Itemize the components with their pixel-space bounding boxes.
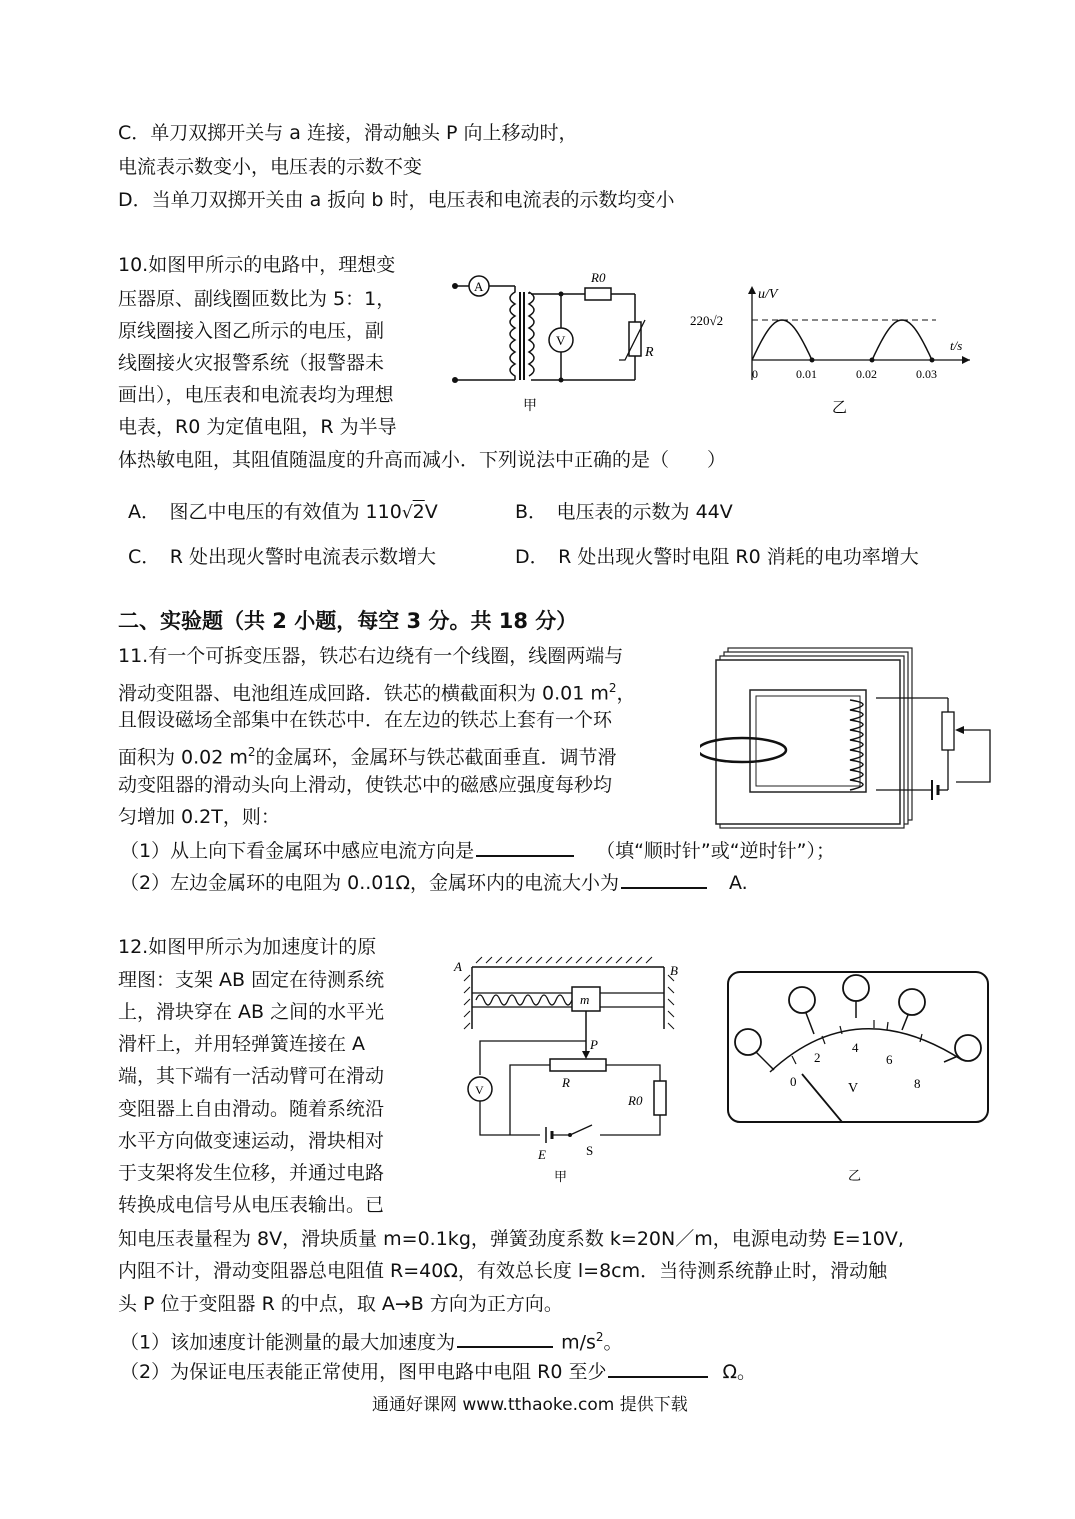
label-b: B bbox=[670, 963, 678, 978]
fig-jia-caption: 甲 bbox=[523, 399, 537, 414]
q12-line: 内阻不计，滑动变阻器总电阻值 R=40Ω，有效总长度 l=8cm．当待测系统静止时，滑动触 bbox=[118, 1260, 888, 1282]
q12-line: 水平方向做变速运动，滑块相对 bbox=[118, 1130, 385, 1152]
q10-waveform-chart bbox=[686, 280, 976, 420]
q11-part1: （1）从上向下看金属环中感应电流方向是 （填“顺时针”或“逆时针”）； bbox=[120, 835, 835, 866]
q11-part2: （2）左边金属环的电阻为 0..01Ω，金属环内的电流大小为 A. bbox=[120, 867, 748, 898]
q11-transformer-figure bbox=[700, 640, 1000, 830]
fig-jia-caption: 甲 bbox=[554, 1169, 568, 1184]
x-axis-label: t/s bbox=[950, 338, 963, 353]
switch-icon bbox=[570, 1125, 592, 1135]
x-tick-label: 0.01 bbox=[796, 367, 817, 381]
r-label: R bbox=[645, 345, 654, 360]
voltmeter-label: V bbox=[556, 333, 566, 348]
label-m: m bbox=[580, 992, 590, 1007]
dial-tick-label: 0 bbox=[790, 1074, 797, 1089]
q10-circuit-figure bbox=[445, 262, 665, 417]
peak-label: 220√2 bbox=[690, 313, 724, 328]
rheostat-r-icon bbox=[550, 1059, 606, 1071]
q11-answer-blank-2[interactable] bbox=[621, 867, 707, 889]
q12-line: 上，滑块穿在 AB 之间的水平光 bbox=[118, 1001, 385, 1023]
q10-option-c: C． R 处出现火警时电流表示数增大 bbox=[128, 546, 437, 568]
label-r: R bbox=[562, 1075, 570, 1090]
zero-crossing-point bbox=[930, 358, 935, 363]
label-r0: R0 bbox=[628, 1093, 643, 1108]
q12-part2: （2）为保证电压表能正常使用，图甲电路中电阻 R0 至少 Ω。 bbox=[120, 1356, 756, 1387]
q12-accelerometer-figure bbox=[450, 955, 680, 1185]
q11-line: 动变阻器的滑动头向上滑动，使铁芯中的磁感应强度每秒均 bbox=[118, 774, 613, 796]
resistor-r0-icon bbox=[654, 1081, 666, 1115]
dial-tick-label: 8 bbox=[914, 1076, 921, 1091]
spring-icon bbox=[476, 995, 572, 1005]
q10-option-a-radicand: 2 bbox=[412, 501, 425, 523]
q10-line: 10.如图甲所示的电路中，理想变 bbox=[118, 254, 396, 276]
rheostat-icon bbox=[942, 712, 954, 750]
page-footer: 通通好课网 www.tthaoke.com 提供下载 bbox=[372, 1395, 688, 1415]
q11-line: 面积为 0.02 $m^2$的金属环，金属环与铁芯截面垂直．调节滑 bbox=[118, 745, 617, 769]
label-e: E bbox=[538, 1147, 546, 1162]
q12-line: 12.如图甲所示为加速度计的原 bbox=[118, 936, 377, 958]
label-v: V bbox=[475, 1083, 484, 1097]
q11-line: 滑动变阻器、电池组连成回路．铁芯的横截面积为 0.01 $m^2$， bbox=[118, 681, 636, 705]
ammeter-label: A bbox=[474, 279, 484, 294]
y-axis-label: u/V bbox=[758, 287, 778, 302]
label-s: S bbox=[586, 1143, 594, 1158]
q10-option-a-unit: V bbox=[424, 501, 438, 523]
dial-tick-label: 4 bbox=[852, 1040, 859, 1055]
q9-option-c-line1: C．单刀双掷开关与 a 连接，滑动触头 P 向上移动时， bbox=[118, 122, 578, 144]
q12-part1: （1）该加速度计能测量的最大加速度为 $m/s^2$。 bbox=[120, 1322, 623, 1357]
q10-line: 压器原、副线圈匝数比为 5：1， bbox=[118, 288, 396, 310]
secondary-coil-icon bbox=[529, 292, 534, 376]
zero-crossing-point bbox=[810, 358, 815, 363]
label-p: P bbox=[590, 1037, 598, 1052]
q11-line: 11.有一个可拆变压器，铁芯右边绕有一个线圈，线圈两端与 bbox=[118, 645, 624, 667]
x-tick-label: 0.03 bbox=[916, 367, 937, 381]
q12-answer-blank-2[interactable] bbox=[608, 1356, 708, 1378]
q11-line: 且假设磁场全部集中在铁芯中．在左边的铁芯上套有一个环 bbox=[118, 709, 613, 731]
dial-tick-label: 2 bbox=[814, 1050, 821, 1065]
q12-line: 知电压表量程为 8V，滑块质量 m=0.1kg，弹簧劲度系数 k=20N／m，电源电动势 E=10V, bbox=[118, 1228, 904, 1250]
q11-answer-blank-1[interactable] bbox=[476, 835, 574, 857]
voltage-curve bbox=[752, 320, 932, 360]
primary-coil-icon bbox=[510, 286, 515, 380]
q10-option-a-text: A． 图乙中电压的有效值为 110 bbox=[128, 501, 402, 523]
q12-voltmeter-dial-figure bbox=[722, 962, 994, 1192]
x-tick-label: 0 bbox=[752, 367, 758, 381]
q10-line: 原线圈接入图乙所示的电压，副 bbox=[118, 320, 385, 342]
q12-line: 滑杆上，并用轻弹簧连接在 A bbox=[118, 1033, 366, 1055]
r0-label: R0 bbox=[591, 270, 606, 285]
q11-line: 匀增加 0.2T，则： bbox=[118, 806, 280, 828]
fig-yi-caption: 乙 bbox=[832, 400, 848, 416]
fig-yi-caption: 乙 bbox=[848, 1168, 862, 1183]
dial-tick-label: 6 bbox=[886, 1052, 893, 1067]
zero-crossing-point bbox=[870, 358, 875, 363]
q10-option-b: B． 电压表的示数为 44V bbox=[515, 501, 733, 523]
label-a: A bbox=[454, 959, 462, 974]
q10-line: 画出），电压表和电流表均为理想 bbox=[118, 384, 394, 406]
q10-line: 线圈接火灾报警系统（报警器未 bbox=[118, 352, 385, 374]
q12-line: 理图：支架 AB 固定在待测系统 bbox=[118, 969, 385, 991]
q10-line: 电表，R0 为定值电阻，R 为半导 bbox=[118, 416, 397, 438]
q12-answer-blank-1[interactable] bbox=[457, 1326, 553, 1348]
q9-option-d: D．当单刀双掷开关由 a 扳向 b 时，电压表和电流表的示数均变小 bbox=[118, 189, 675, 211]
section-2-heading: 二、实验题（共 2 小题，每空 3 分。共 18 分） bbox=[118, 609, 578, 633]
q12-line: 于支架将发生位移，并通过电路 bbox=[118, 1162, 385, 1184]
q12-line: 变阻器上自由滑动。随着系统沿 bbox=[118, 1098, 385, 1120]
resistor-r0-icon bbox=[585, 288, 611, 300]
q12-line: 转换成电信号从电压表输出。已 bbox=[118, 1194, 385, 1216]
x-tick-label: 0.02 bbox=[856, 367, 877, 381]
dial-unit-label: V bbox=[848, 1081, 859, 1096]
q10-option-d: D． R 处出现火警时电阻 R0 消耗的电功率增大 bbox=[515, 546, 919, 568]
q9-option-c-line2: 电流表示数变小，电压表的示数不变 bbox=[118, 156, 423, 178]
q12-line: 头 P 位于变阻器 R 的中点，取 A→B 方向为正方向。 bbox=[118, 1293, 563, 1315]
q12-line: 端，其下端有一活动臂可在滑动 bbox=[118, 1065, 385, 1087]
q10-option-a: A． 图乙中电压的有效值为 110√2V bbox=[128, 501, 438, 523]
q10-line: 体热敏电阻，其阻值随温度的升高而减小．下列说法中正确的是（ ） bbox=[118, 449, 727, 471]
